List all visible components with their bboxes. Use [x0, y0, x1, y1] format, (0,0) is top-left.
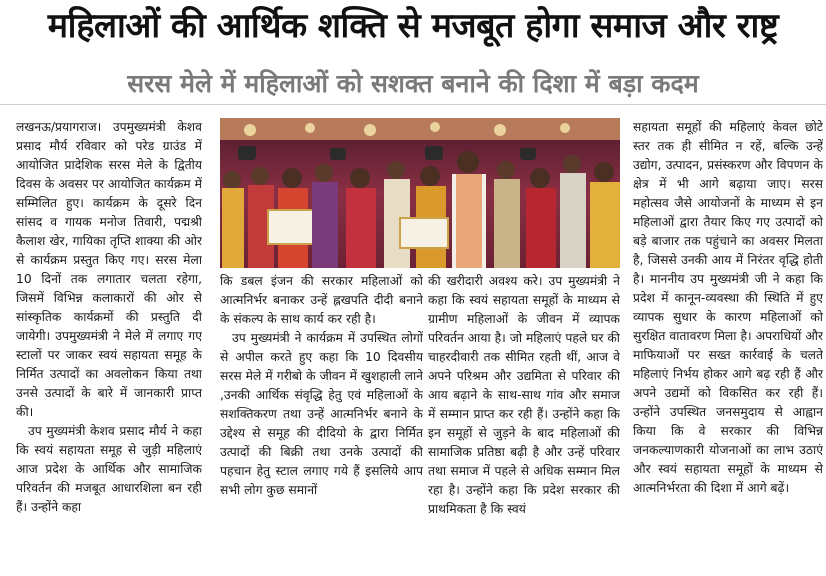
article-column-3	[428, 272, 620, 576]
event-photo	[220, 118, 620, 268]
col2-paragraph-1: कि डबल इंजन की सरकार महिलाओं को आत्मनिर्भर बनाकर उन्हें ह्लखपति दीदी बनाने के संकल्प के साथ कार्य कर रही है।	[220, 274, 423, 326]
event-photo-icon	[220, 118, 620, 268]
header-divider	[0, 104, 826, 105]
article-column-2	[220, 272, 423, 576]
headline: महिलाओं की आर्थिक शक्ति से मजबूत होगा समाज और राष्ट्र	[47, 6, 779, 46]
col4-paragraph-1: सहायता समूहों की महिलाएं केवल छोटे स्तर तक ही सीमित न रहें, बल्कि उन्हें उद्योग, उत्पादन, प्रसंस्करण और विपणन के क्षेत्र में भी आगे बढ़ाया जाए। सरस महोत्सव जैसे आयोजनों के माध्यम से इन महिलाओं द्वारा तैयार किए गए उत्पादों को बड़े बाजार तक पहुंचाने का अवसर मिलता है, जिससे उनकी आय में निरंतर वृद्धि होती है। माननीय उप मुख्यमंत्री जी ने कहा कि प्रदेश में कानून-व्यवस्था की स्थिति में हुए व्यापक सुधार के कारण महिलाओं को सुरक्षित वातावरण मिला है। अपराधियों और माफियाओं पर सख्त कार्रवाई के चलते महिलाएं निर्भय होकर आगे बढ़ रही हैं और अपने उद्यमों को विकसित कर रही हैं। उन्होंने उपस्थित जनसमुदाय से आह्वान किया कि वे सरकार की विभिन्न जनकल्याणकारी योजनाओं का लाभ उठाएं और स्वयं सहायता समूहों के माध्यम से आत्मनिर्भरता की दिशा में आगे बढ़ें।	[633, 120, 823, 495]
col3-paragraph-1: की खरीदारी अवश्य करे। उप मुख्यमंत्री ने कहा कि स्वयं सहायता समूहों के माध्यम से ग्रामीण महिलाओं के जीवन में व्यापक परिवर्तन आया है। जो महिलाएं पहले घर की चाहरदीवारी तक सीमित रहती थीं, आज वे अपने परिश्रम और उद्यमिता से परिवार की आय बढ़ाने के साथ-साथ गांव और समाज में सम्मान प्राप्त कर रही हैं। उन्होंने कहा कि इन समूहों से जुड़ने के बाद महिलाओं की सामाजिक प्रतिष्ठा बढ़ी है और उन्हें परिवार तथा समाज में पहले से अधिक सम्मान मिल रहा है। उन्होंने कहा कि प्रदेश सरकार की प्राथमिकता है कि स्वयं	[428, 274, 620, 516]
col1-paragraph-1: लखनऊ/प्रयागराज। उपमुख्यमंत्री केशव प्रसाद मौर्य रविवार को परेड ग्राउंड में आयोजित प्रादेशिक सरस मेले के द्वितीय दिवस के अवसर पर आयोजित कार्यक्रम में सम्मिलित हुए। कार्यक्रम के दूसरे दिन सांसद व गायक मनोज तिवारी, पद्मश्री कैलाश खेर, गायिका तृप्ति शाक्या की ओर से कार्यक्रम प्रस्तुत किए गए। सरस मेला 10 दिनों तक लगातार चलता रहेगा, जिसमें विभिन्न कलाकारों की ओर से सांस्कृतिक कार्यक्रमों की प्रस्तुति दी जायेगी। उपमुख्यमंत्री ने मेले में लगाए गए स्टालों पर जाकर स्वयं सहायता समूह के निर्मित उत्पादों का अवलोकन किया तथा उनसे उत्पादों के बारे में जानकारी प्राप्त की।	[16, 120, 202, 419]
article-column-1	[16, 118, 202, 576]
col1-paragraph-2: उप मुख्यमंत्री केशव प्रसाद मौर्य ने कहा कि स्वयं सहायता समूह से जुड़ी महिलाएं आज प्रदेश के आर्थिक और सामाजिक परिवर्तन की मजबूत आधारशिला बन रही हैं। उन्होंने कहा	[16, 424, 202, 514]
subheadline: सरस मेले में महिलाओं को सशक्त बनाने की दिशा में बड़ा कदम	[127, 69, 699, 98]
article-column-4	[633, 118, 823, 576]
col2-paragraph-2: उप मुख्यमंत्री ने कार्यक्रम में उपस्थित लोगों से अपील करते हुए कहा कि 10 दिवसीय सरस मेले में गरीबो के जीवन में खुशहाली लाने ,उनकी आर्थिक संवृद्धि हेतु एवं महिलाओं के सशक्तिकरण तथा उन्हें आत्मनिर्भर बनाने के उद्देश्य से समूह की दीदियो के द्वारा निर्मित उत्पादों की बिक्री तथा उनके उत्पादों की पहचान हेतु स्टाल लगाए गये हैं इसलिये आप सभी लोग कुछ समानों	[220, 331, 423, 497]
